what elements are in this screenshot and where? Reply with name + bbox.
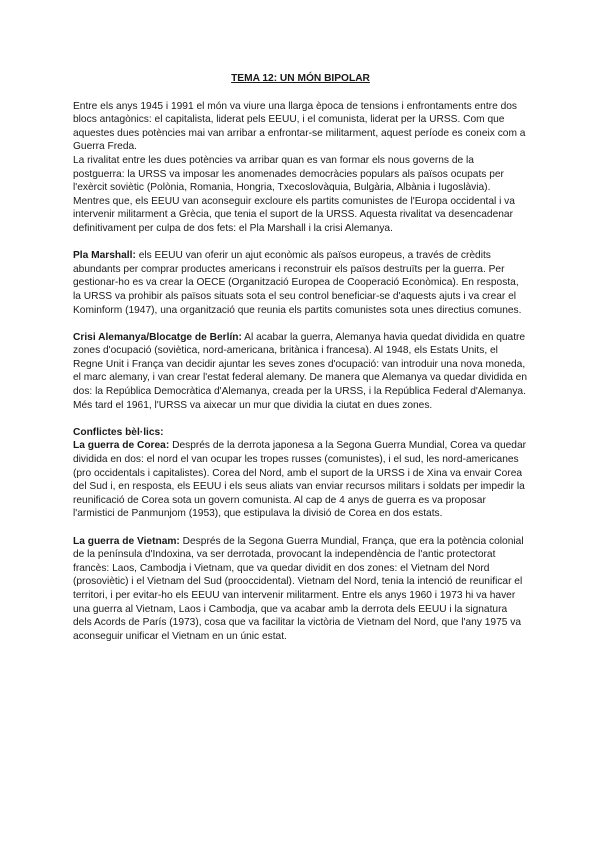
conflictes-heading: Conflictes bèl·lics:: [73, 426, 164, 438]
corea-heading: La guerra de Corea:: [73, 440, 170, 452]
vietnam-paragraph: [73, 535, 528, 644]
intro-paragraph-1: Entre els anys 1945 i 1991 el món va viure una llarga època de tensions i enfrontaments entre dos blocs antagònics: el capitalista, liderat pels EEUU, i el comunista, liderat per la URSS. Com que aquestes dues potències mai van arribar a enfrontar-se militarment, aquest període es coneix com a Guerra Freda.: [73, 100, 526, 153]
vietnam-heading: La guerra de Vietnam:: [73, 535, 180, 547]
vietnam-text: Després de la Segona Guerra Mundial, França, que era la potència colonial de la península d'Indoxina, va ser derrotada, provocant la independència de l'antic protectorat francès: Laos, Cambodja i Vietnam, que va quedar dividit en dos zones: el Vietnam del Nord (prosoviètic) i el Vietnam del Sud (prooccidental). Vietnam del Nord, tenia la intenció de reunificar el territori, i per evitar-ho els EEUU van intervenir militarment. Entre els anys 1960 i 1973 hi va haver una guerra al Vietnam, Laos i Cambodja, que va acabar amb la derrota dels EEUU i la signatura dels Acords de París (1973), cosa que va facilitar la victòria de Vietnam del Nord, que l'any 1975 va aconseguir unificar el Vietnam en un únic estat.: [73, 535, 524, 642]
spacer: [73, 521, 528, 535]
pla-marshall-heading: Pla Marshall:: [73, 250, 136, 262]
pla-marshall-text: els EEUU van oferir un ajut econòmic als països europeus, a través de crèdits abundants per comprar productes americans i reconstruir els països destruïts per la guerra. Per gestionar-ho es va crear la OECE (Organització Europea de Cooperació Econòmica). En resposta, la URSS va prohibir als països situats sota el seu control beneficiar-se d'aquests ajuts i va crear el Kominform (1947), una organització que reunia els partits comunistes sota unes directius comunes.: [73, 250, 522, 316]
corea-text: Després de la derrota japonesa a la Segona Guerra Mundial, Corea va quedar dividida en dos: el nord el van ocupar les tropes russes (comunistes), i el sud, les nord-americanes (pro occidentals i capitalistes). Corea del Nord, amb el suport de la URSS i de Xina va envair Corea del Sud i, en resposta, els EEUU i els seus aliats van enviar recursos militars i soldats per impedir la reunificació de Corea sota un govern comunista. Al cap de 4 anys de guerra es va proposar l'armistici de Panmunjom (1953), que estipulava la divisió de Corea en dos estats.: [73, 440, 527, 520]
spacer: [73, 412, 528, 426]
document-title: TEMA 12: UN MÓN BIPOLAR: [231, 73, 370, 84]
spacer: [73, 236, 528, 250]
crisi-alemanya-heading: Crisi Alemanya/Blocatge de Berlín:: [73, 331, 242, 343]
spacer: [73, 317, 528, 331]
pla-marshall-paragraph: [73, 249, 528, 317]
intro-paragraph-2: La rivalitat entre les dues potències va arribar quan es van formar els nous governs de la postguerra: la URSS va imposar les anomenades democràcies populars als països ocupats per l'exèrcit soviètic (Polònia, Romania, Hongria, Txecoslovàquia, Bulgària, Albània i Iugoslàvia). Mentres que, els EEUU van aconseguir excloure els partits comunistes de l'Europa occidental i va intervenir militarment a Grècia, que tenia el suport de la URSS. Aquesta rivalitat va desencadenar definitivament per culpa de dos fets: el Pla Marshall i la crisi Alemanya.: [73, 154, 515, 234]
crisi-alemanya-text: Al acabar la guerra, Alemanya havia quedat dividida en quatre zones d'ocupació (soviètica, nord-americana, britànica i francesa). Al 1948, els Estats Units, el Regne Unit i França van decidir ajuntar les seves zones d'ocupació: van introduir una nova moneda, el marc alemany, i van crear l'estat federal alemany. De manera que Alemanya va quedar dividida en dos: la República Democràtica d'Alemanya, creada per la URSS, i la República Federal d'Alemanya. Més tard el 1961, l'URSS va aixecar un mur que dividia la ciutat en dues zones.: [73, 331, 528, 411]
corea-paragraph: [73, 439, 528, 521]
crisi-alemanya-paragraph: [73, 331, 528, 413]
